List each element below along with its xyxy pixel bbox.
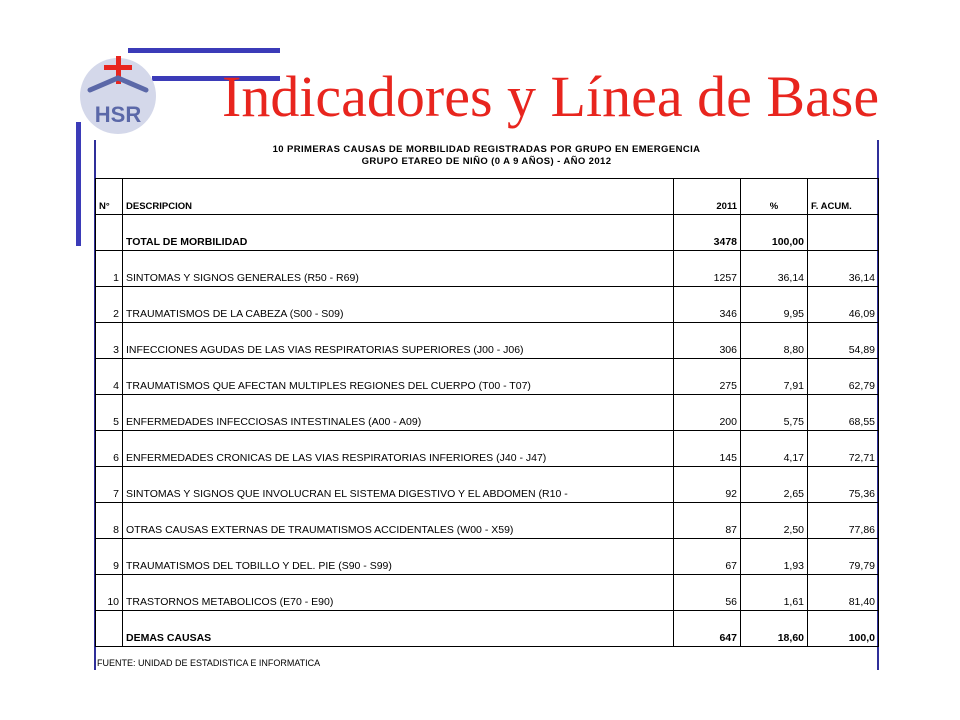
table-row <box>96 359 879 395</box>
row-number: 4 <box>96 359 123 395</box>
col-header-cumulative: F. ACUM. <box>808 179 879 215</box>
row-description: TRAUMATISMOS DE LA CABEZA (S00 - S09) <box>123 287 674 323</box>
col-header-number: N° <box>96 179 123 215</box>
table-row <box>96 395 879 431</box>
hospital-logo <box>76 52 160 136</box>
other-causes-row <box>96 611 879 647</box>
table-row <box>96 539 879 575</box>
table-row <box>96 467 879 503</box>
row-value: 306 <box>674 323 741 359</box>
row-cumulative: 79,79 <box>808 539 879 575</box>
morbidity-sheet <box>95 140 878 670</box>
row-description: OTRAS CAUSAS EXTERNAS DE TRAUMATISMOS ACCIDENTALES (W00 - X59) <box>123 503 674 539</box>
row-description: TRAUMATISMOS QUE AFECTAN MULTIPLES REGIONES DEL CUERPO (T00 - T07) <box>123 359 674 395</box>
row-percent: 8,80 <box>741 323 808 359</box>
col-header-percent: % <box>741 179 808 215</box>
logo-text: HSR <box>94 102 142 127</box>
table-row <box>96 503 879 539</box>
row-value: 87 <box>674 503 741 539</box>
row-value: 145 <box>674 431 741 467</box>
row-percent: 36,14 <box>741 251 808 287</box>
row-description: SINTOMAS Y SIGNOS GENERALES (R50 - R69) <box>123 251 674 287</box>
total-percent: 100,00 <box>741 215 808 251</box>
row-number: 9 <box>96 539 123 575</box>
row-number: 6 <box>96 431 123 467</box>
table-heading-line2: GRUPO ETAREO DE NIÑO (0 A 9 AÑOS) - AÑO 2012 <box>361 156 612 167</box>
row-value: 67 <box>674 539 741 575</box>
row-description: ENFERMEDADES INFECCIOSAS INTESTINALES (A00 - A09) <box>123 395 674 431</box>
row-percent: 9,95 <box>741 287 808 323</box>
row-number: 3 <box>96 323 123 359</box>
row-description: INFECCIONES AGUDAS DE LAS VIAS RESPIRATORIAS SUPERIORES (J00 - J06) <box>123 323 674 359</box>
col-header-year: 2011 <box>674 179 741 215</box>
other-value: 647 <box>674 611 741 647</box>
other-label: DEMAS CAUSAS <box>123 611 674 647</box>
row-description: TRAUMATISMOS DEL TOBILLO Y DEL. PIE (S90 - S99) <box>123 539 674 575</box>
row-cumulative: 72,71 <box>808 431 879 467</box>
accent-bar-left <box>76 122 81 246</box>
row-number: 2 <box>96 287 123 323</box>
other-number <box>96 611 123 647</box>
row-number: 5 <box>96 395 123 431</box>
table-heading-line1: 10 PRIMERAS CAUSAS DE MORBILIDAD REGISTRADAS POR GRUPO EN EMERGENCIA <box>272 144 701 155</box>
row-cumulative: 62,79 <box>808 359 879 395</box>
row-number: 1 <box>96 251 123 287</box>
row-cumulative: 36,14 <box>808 251 879 287</box>
row-cumulative: 54,89 <box>808 323 879 359</box>
row-percent: 2,50 <box>741 503 808 539</box>
page-title: Indicadores y Línea de Base <box>222 64 880 129</box>
row-value: 56 <box>674 575 741 611</box>
other-percent: 18,60 <box>741 611 808 647</box>
total-cumulative <box>808 215 879 251</box>
table-row <box>96 575 879 611</box>
total-value: 3478 <box>674 215 741 251</box>
row-cumulative: 68,55 <box>808 395 879 431</box>
table-header-row <box>96 179 879 215</box>
table-row <box>96 431 879 467</box>
row-cumulative: 77,86 <box>808 503 879 539</box>
table-row <box>96 323 879 359</box>
row-description: TRASTORNOS METABOLICOS (E70 - E90) <box>123 575 674 611</box>
other-cumulative: 100,0 <box>808 611 879 647</box>
row-percent: 4,17 <box>741 431 808 467</box>
row-cumulative: 75,36 <box>808 467 879 503</box>
row-cumulative: 46,09 <box>808 287 879 323</box>
source-note: FUENTE: UNIDAD DE ESTADISTICA E INFORMATICA <box>97 658 321 668</box>
row-cumulative: 81,40 <box>808 575 879 611</box>
row-percent: 2,65 <box>741 467 808 503</box>
total-row <box>96 215 879 251</box>
row-description: SINTOMAS Y SIGNOS QUE INVOLUCRAN EL SISTEMA DIGESTIVO Y EL ABDOMEN (R10 - <box>123 467 674 503</box>
row-number: 10 <box>96 575 123 611</box>
row-percent: 7,91 <box>741 359 808 395</box>
row-value: 275 <box>674 359 741 395</box>
table-row <box>96 251 879 287</box>
row-description: ENFERMEDADES CRONICAS DE LAS VIAS RESPIRATORIAS INFERIORES (J40 - J47) <box>123 431 674 467</box>
row-value: 200 <box>674 395 741 431</box>
row-percent: 5,75 <box>741 395 808 431</box>
row-value: 1257 <box>674 251 741 287</box>
row-value: 92 <box>674 467 741 503</box>
row-value: 346 <box>674 287 741 323</box>
table-row <box>96 287 879 323</box>
row-percent: 1,61 <box>741 575 808 611</box>
total-label: TOTAL DE MORBILIDAD <box>123 215 674 251</box>
row-number: 8 <box>96 503 123 539</box>
col-header-description: DESCRIPCION <box>123 179 674 215</box>
row-number: 7 <box>96 467 123 503</box>
morbidity-table <box>95 178 879 647</box>
row-percent: 1,93 <box>741 539 808 575</box>
